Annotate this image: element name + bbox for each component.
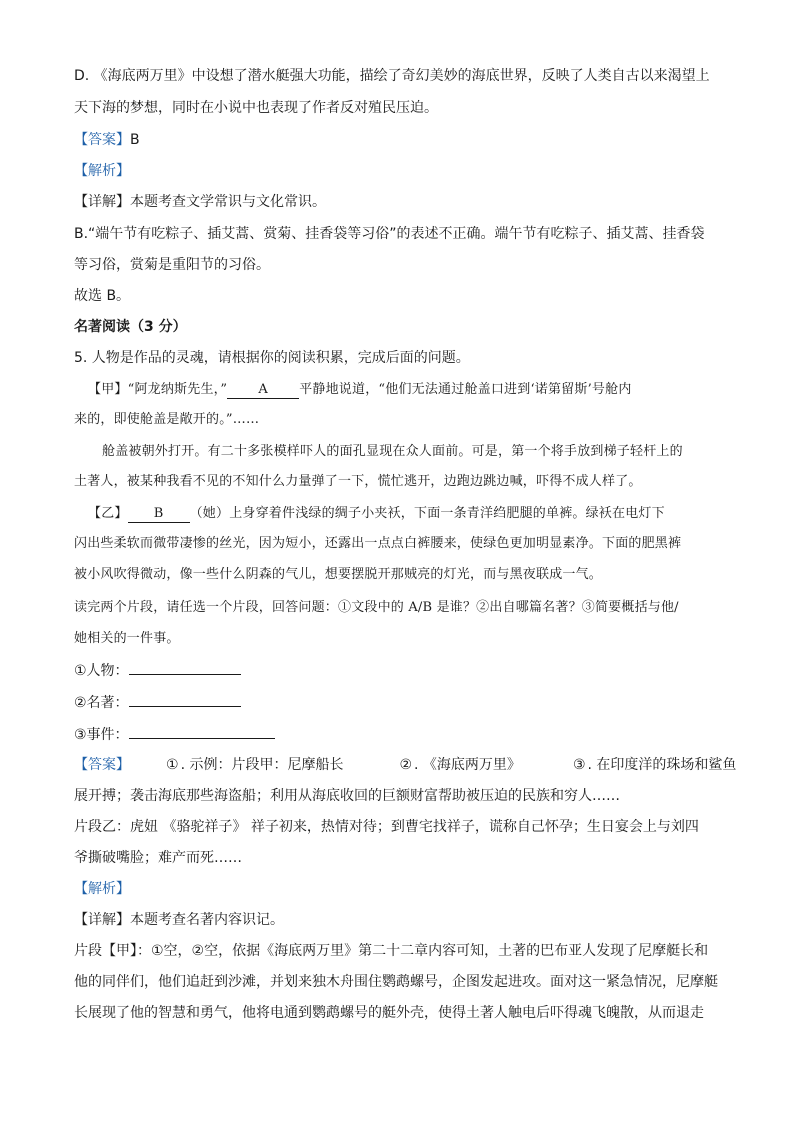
- passage-yi-text: （她）上身穿着件浅绿的绸子小夹袄，下面一条青洋绉肥腿的单裤。绿袄在电灯下: [189, 506, 665, 521]
- passage-yi-line-3: 被小风吹得微动，像一些什么阴森的气儿，想要摆脱开那贼亮的灯光，而与黑夜联成一气。: [74, 567, 603, 582]
- answer-part-2: . 《海底两万里》: [414, 757, 521, 773]
- detail-5-text: 本题考查名著内容识记。: [130, 912, 284, 928]
- answer-5-label: 【答案】: [74, 757, 130, 773]
- answer-5-line-1: [74, 755, 736, 775]
- option-d-line-2: 天下海的梦想，同时在小说中也表现了作者反对殖民压迫。: [74, 100, 438, 116]
- passage-jia-line-3: 舱盖被朝外打开。有二十多张模样吓人的面孔显现在众人面前。可是，第一个将手放到梯子轻杆上的: [102, 444, 683, 459]
- answer-value: B: [130, 132, 140, 148]
- answer-part-1: . 示例：片段甲：尼摩船长: [180, 757, 344, 773]
- answer-field-book: [74, 692, 241, 713]
- detail-5-line: [74, 910, 284, 930]
- option-b-line-2: 等习俗，赏菊是重阳节的习俗。: [74, 257, 270, 273]
- detail-5-label: 【详解】: [74, 912, 130, 928]
- passage-yi-line-1: [88, 504, 665, 524]
- answer-label: 【答案】: [74, 132, 130, 148]
- detail-line: [74, 192, 326, 212]
- passage-jia-line-4: 土著人，被某种我看不见的不知什么力量弹了一下，慌忙逃开，边跑边跳边喊，吓得不成人样了。: [74, 474, 642, 489]
- answer-line: [74, 130, 140, 150]
- answer-5-line-4: 爷撕破嘴脸；难产而死……: [74, 850, 242, 866]
- conclusion: 故选 B。: [74, 288, 131, 304]
- passage-yi-line-2: 闪出些柔软而微带凄惨的丝光，因为短小，还露出一点点白裤腰来，使绿色更加明显素净。下面的肥黑裤: [74, 536, 682, 551]
- answer-5-line-2: 展开搏；袭击海底那些海盗船；利用从海底收回的巨额财富帮助被压迫的民族和穷人……: [74, 788, 620, 804]
- section-heading: 名著阅读（3 分）: [74, 319, 187, 335]
- answer-part-3-num: ③: [572, 757, 586, 773]
- detail-label: 【详解】: [74, 194, 130, 210]
- event-blank: [129, 724, 275, 739]
- detail-text: 本题考查文学常识与文化常识。: [130, 194, 326, 210]
- analysis-label: 【解析】: [74, 163, 130, 179]
- option-d-line-1: D. 《海底两万里》中设想了潜水艇强大功能，描绘了奇幻美妙的海底世界，反映了人类自古以来渴望上: [74, 68, 710, 84]
- analysis-5-para-line-2: 他的同伴们，他们追赶到沙滩，并划来独木舟围住鹦鹉螺号，企图发起进攻。面对这一紧急情况，尼摩艇: [74, 974, 718, 990]
- analysis-5-para-line-3: 长展现了他的智慧和勇气，他将电通到鹦鹉螺号的艇外壳，使得土著人触电后吓得魂飞魄散，从而退走: [74, 1005, 704, 1021]
- book-label: ②名著：: [74, 695, 129, 711]
- answer-field-event: [74, 724, 275, 745]
- passage-jia-label: 【甲】: [88, 382, 128, 397]
- event-label: ③事件：: [74, 727, 129, 743]
- person-blank: [129, 660, 241, 675]
- person-label: ①人物：: [74, 663, 129, 679]
- answer-part-3: . 在印度洋的珠场和鲨鱼: [587, 757, 737, 773]
- instruction-line-1: 读完两个片段，请任选一个片段，回答问题：①文段中的 A/B 是谁？②出自哪篇名著？③简要概括与他/: [74, 600, 679, 615]
- question-5-stem: 5. 人物是作品的灵魂，请根据你的阅读积累，完成后面的问题。: [74, 350, 470, 366]
- option-b-line-1: B.“端午节有吃粽子、插艾蒿、赏菊、挂香袋等习俗”的表述不正确。端午节有吃粽子、插艾蒿、挂香袋: [74, 226, 705, 242]
- passage-jia-line-1: [88, 380, 632, 400]
- passage-jia-line-2: 来的，即使舱盖是敞开的。”……: [74, 412, 260, 427]
- instruction-line-2: 她相关的一件事。: [74, 631, 180, 646]
- analysis-5-label: 【解析】: [74, 881, 130, 897]
- answer-part-1-num: ①: [166, 757, 179, 773]
- book-blank: [129, 692, 241, 707]
- answer-5-line-3: 片段乙：虎妞 《骆驼祥子》 祥子初来，热情对待；到曹宅找祥子，谎称自己怀孕；生日宴会上与刘四: [74, 819, 699, 835]
- blank-b: B: [128, 506, 190, 523]
- blank-a: A: [227, 382, 299, 399]
- analysis-5-para-line-1: 片段【甲】：①空，②空，依据《海底两万里》第二十二章内容可知，土著的巴布亚人发现了尼摩艇长和: [74, 943, 709, 959]
- answer-field-person: [74, 660, 241, 681]
- passage-jia-quote: “阿龙纳斯先生，”: [127, 382, 228, 397]
- passage-yi-label: 【乙】: [88, 506, 128, 521]
- answer-part-2-num: ②: [399, 757, 413, 773]
- passage-jia-text: 平静地说道，“他们无法通过舱盖口进到‘诺第留斯’号舱内: [299, 382, 632, 397]
